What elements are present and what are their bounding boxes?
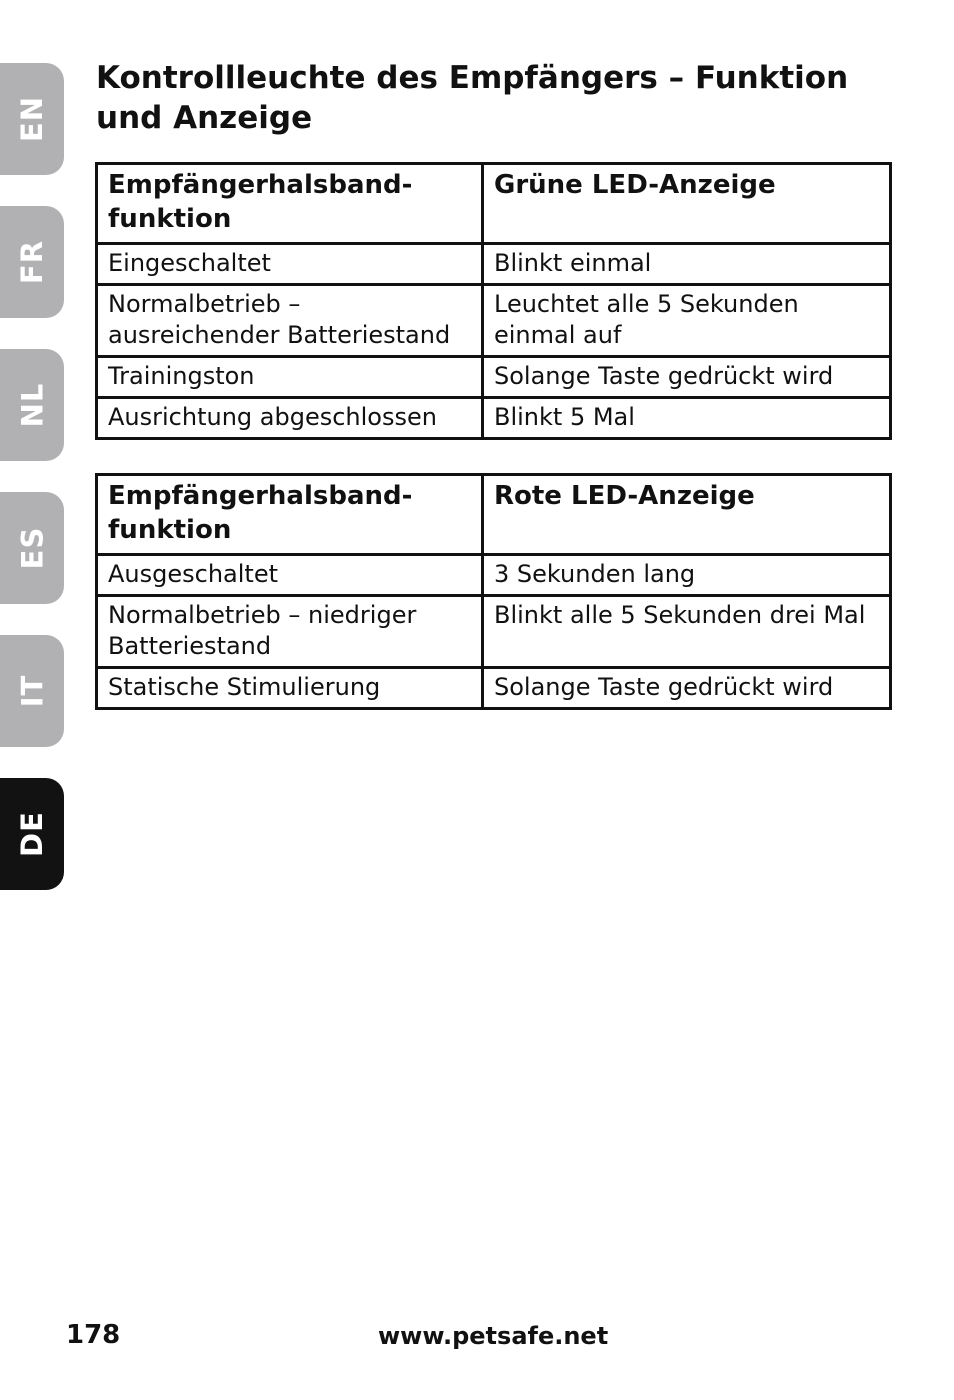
table-row [97,244,891,285]
indicator-cell: Solange Taste gedrückt wird [483,357,891,398]
column-header-green-led: Grüne LED-Anzeige [483,164,891,244]
tab-fr[interactable] [0,206,64,318]
indicator-cell: Blinkt alle 5 Sekunden drei Mal [483,596,891,668]
table-header-row [97,164,891,244]
indicator-cell: 3 Sekunden lang [483,555,891,596]
table-row [97,398,891,439]
tab-it[interactable] [0,635,64,747]
table-row [97,668,891,709]
function-cell: Normalbetrieb – niedriger Batteriestand [97,596,483,668]
tab-label: IT [14,674,49,708]
indicator-cell: Leuchtet alle 5 Sekunden einmal auf [483,285,891,357]
function-cell: Normalbetrieb – ausreichender Batteriestand [97,285,483,357]
tab-nl[interactable] [0,349,64,461]
function-cell: Eingeschaltet [97,244,483,285]
language-tabs [0,0,64,1400]
table-header-row [97,475,891,555]
function-cell: Ausgeschaltet [97,555,483,596]
column-header-red-led: Rote LED-Anzeige [483,475,891,555]
indicator-cell: Solange Taste gedrückt wird [483,668,891,709]
indicator-cell: Blinkt einmal [483,244,891,285]
tab-label: DE [14,811,49,857]
tab-label: EN [15,95,49,143]
page-number: 178 [66,1320,121,1350]
tab-label: NL [15,382,49,428]
tab-en[interactable] [0,63,64,175]
table-row [97,357,891,398]
tab-label: FR [14,239,49,285]
green-led-table [95,162,892,440]
column-header-function: Empfängerhalsband- funktion [97,164,483,244]
tab-es[interactable] [0,492,64,604]
tab-de[interactable] [0,778,64,890]
website-link[interactable]: www.petsafe.net [378,1322,609,1350]
page-title: Kontrollleuchte des Empfängers – Funktion und Anzeige [96,60,849,136]
indicator-cell: Blinkt 5 Mal [483,398,891,439]
table-row [97,285,891,357]
function-cell: Ausrichtung abgeschlossen [97,398,483,439]
function-cell: Statische Stimulierung [97,668,483,709]
table-row [97,596,891,668]
function-cell: Trainingston [97,357,483,398]
red-led-table [95,473,892,710]
tab-label: ES [14,526,49,570]
table-row [97,555,891,596]
column-header-function: Empfängerhalsband- funktion [97,475,483,555]
